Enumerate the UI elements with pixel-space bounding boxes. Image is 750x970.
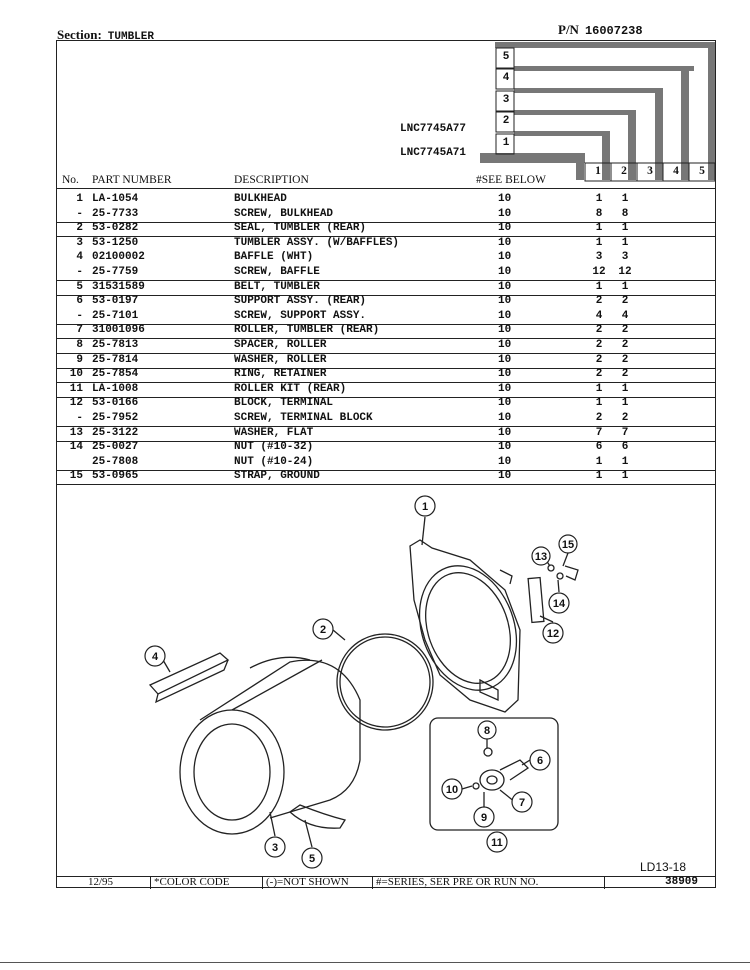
series: 10	[498, 207, 512, 220]
callout-15: 15	[561, 539, 575, 551]
qty-col-1: 6	[595, 441, 603, 454]
series: 10	[498, 222, 512, 235]
callout-4: 4	[151, 651, 159, 663]
callout-7: 7	[518, 797, 526, 809]
row-number: 12	[69, 397, 83, 410]
qty-col-2: 12	[618, 266, 632, 278]
series: 10	[498, 280, 512, 293]
description: SCREW, SUPPORT ASSY.	[234, 309, 367, 322]
qty-col-1: 2	[595, 339, 603, 351]
description: BAFFLE (WHT)	[234, 251, 314, 264]
footer-doc-number: 38909	[604, 876, 698, 889]
qty-col-2: 2	[621, 412, 629, 424]
col-header-no: No.	[62, 174, 79, 186]
description: WASHER, ROLLER	[234, 353, 327, 366]
qty-col-1: 1	[595, 382, 603, 395]
row-number: 3	[76, 236, 83, 249]
qty-col-1: 2	[595, 295, 603, 308]
series: 10	[498, 368, 512, 381]
qty-col-2: 2	[621, 368, 629, 381]
col-header-series: #SEE BELOW	[476, 174, 546, 186]
row-number: 13	[69, 426, 83, 439]
belt-drawing	[290, 805, 345, 828]
callout-14: 14	[552, 598, 566, 610]
qty-col-2: 1	[621, 470, 629, 483]
row-number: -	[76, 412, 83, 424]
callout-10: 10	[445, 784, 459, 796]
qty-col-2: 2	[621, 339, 629, 351]
row-number: 7	[76, 324, 83, 337]
series: 10	[498, 295, 512, 308]
part-number: 25-7813	[92, 339, 139, 351]
series: 10	[498, 251, 512, 264]
tumbler-drum-drawing	[180, 657, 360, 834]
series: 10	[498, 382, 512, 395]
description: ROLLER KIT (REAR)	[234, 382, 347, 395]
series-box-4: 4	[502, 72, 510, 84]
row-number: 15	[69, 470, 83, 483]
description: BULKHEAD	[234, 193, 287, 205]
qty-col-2: 4	[621, 309, 629, 322]
qty-col-2: 1	[621, 397, 629, 410]
callout-3: 3	[271, 842, 279, 854]
part-number: 31001096	[92, 324, 145, 337]
description: SCREW, BULKHEAD	[234, 207, 334, 220]
description: SPACER, ROLLER	[234, 339, 327, 351]
part-number: 25-7814	[92, 353, 139, 366]
qty-col-1: 1	[595, 222, 603, 235]
description: SCREW, TERMINAL BLOCK	[234, 412, 373, 424]
qty-col-1: 2	[595, 412, 603, 424]
row-number: -	[76, 207, 83, 220]
part-number: 25-7952	[92, 412, 139, 424]
roller-assembly-drawing	[473, 748, 528, 790]
row-number: 4	[76, 251, 83, 264]
row-number: 10	[69, 368, 83, 381]
qty-col-2: 1	[621, 193, 629, 205]
series: 10	[498, 412, 512, 424]
part-number: 25-0027	[92, 441, 139, 454]
series: 10	[498, 193, 512, 205]
part-number: 53-0197	[92, 295, 139, 308]
part-number: 25-7854	[92, 368, 139, 381]
row-number: 14	[69, 441, 83, 454]
col-header-5: 5	[699, 165, 705, 177]
qty-col-1: 4	[595, 309, 603, 322]
series: 10	[498, 309, 512, 322]
part-number: 31531589	[92, 280, 145, 293]
qty-col-2: 1	[621, 382, 629, 395]
col-header-4: 4	[673, 165, 679, 177]
part-number: 53-0965	[92, 470, 139, 483]
row-number: 8	[76, 339, 83, 351]
section-label: Section:	[57, 27, 102, 42]
description: BLOCK, TERMINAL	[234, 397, 334, 410]
series: 10	[498, 339, 512, 351]
series: 10	[498, 236, 512, 249]
qty-col-1: 12	[592, 266, 606, 278]
qty-col-2: 1	[621, 222, 629, 235]
qty-col-2: 1	[621, 280, 629, 293]
series-box-2: 2	[502, 115, 510, 127]
description: BELT, TUMBLER	[234, 280, 320, 293]
description: SEAL, TUMBLER (REAR)	[234, 222, 367, 235]
part-number: LA-1054	[92, 193, 139, 205]
qty-col-1: 1	[595, 280, 603, 293]
description: RING, RETAINER	[234, 368, 327, 381]
part-number: 53-0166	[92, 397, 139, 410]
footer-date: 12/95	[88, 876, 114, 888]
part-number: LA-1008	[92, 382, 139, 395]
bulkhead-drawing	[403, 540, 533, 712]
qty-col-1: 8	[595, 207, 603, 220]
series: 10	[498, 426, 512, 439]
description: NUT (#10-24)	[234, 455, 314, 468]
footer-not-shown: (-)=NOT SHOWN	[262, 876, 349, 889]
part-number: 25-7101	[92, 309, 139, 322]
description: ROLLER, TUMBLER (REAR)	[234, 324, 380, 337]
series: 10	[498, 441, 512, 454]
description: SUPPORT ASSY. (REAR)	[234, 295, 367, 308]
callout-1: 1	[421, 501, 429, 513]
qty-col-2: 1	[621, 455, 629, 468]
model-number: LNC7745A71	[400, 147, 467, 159]
qty-col-2: 7	[621, 426, 629, 439]
footer-bar	[56, 876, 716, 889]
series: 10	[498, 324, 512, 337]
qty-col-2: 2	[621, 353, 629, 366]
row-number: 2	[76, 222, 83, 235]
col-header-description: DESCRIPTION	[234, 174, 309, 186]
page-bottom-rule	[0, 962, 750, 963]
col-header-3: 3	[647, 165, 653, 177]
col-header-1: 1	[595, 165, 601, 177]
callout-13: 13	[534, 551, 548, 563]
callout-11: 11	[491, 837, 503, 849]
qty-col-2: 6	[621, 441, 629, 454]
series-box-3: 3	[502, 94, 510, 106]
part-number: 25-7733	[92, 207, 139, 220]
part-number: 25-3122	[92, 426, 139, 439]
series: 10	[498, 266, 512, 278]
model-number: LNC7745A77	[400, 123, 467, 135]
section-value: TUMBLER	[107, 31, 154, 43]
footer-color-code: *COLOR CODE	[150, 876, 229, 889]
row-number: 1	[76, 193, 83, 205]
row-number: -	[76, 309, 83, 322]
series-box-5: 5	[502, 51, 510, 63]
qty-col-2: 3	[621, 251, 629, 264]
footer-series-note: #=SERIES, SER PRE OR RUN NO.	[372, 876, 538, 889]
qty-col-1: 1	[595, 455, 603, 468]
series: 10	[498, 470, 512, 483]
qty-col-1: 7	[595, 426, 603, 439]
callout-2: 2	[319, 624, 327, 636]
series: 10	[498, 455, 512, 468]
qty-col-2: 8	[621, 207, 629, 220]
qty-col-1: 1	[595, 193, 603, 205]
series-box-1: 1	[502, 137, 510, 149]
description: STRAP, GROUND	[234, 470, 320, 483]
qty-col-1: 2	[595, 324, 603, 337]
pn-label: P/N	[558, 22, 579, 37]
callout-6: 6	[536, 755, 544, 767]
description: SCREW, BAFFLE	[234, 266, 320, 278]
qty-col-2: 1	[621, 236, 629, 249]
qty-col-1: 1	[595, 470, 603, 483]
callout-9: 9	[480, 812, 488, 824]
diagram-reference: LD13-18	[640, 860, 687, 874]
terminal-block-drawing	[528, 565, 578, 622]
row-number: -	[76, 266, 83, 278]
qty-col-1: 1	[595, 236, 603, 249]
row-number: 11	[69, 382, 83, 395]
part-number: 53-1250	[92, 236, 139, 249]
qty-col-1: 2	[595, 353, 603, 366]
description: NUT (#10-32)	[234, 441, 314, 454]
part-number: 25-7759	[92, 266, 139, 278]
qty-col-2: 2	[621, 295, 629, 308]
part-number: 53-0282	[92, 222, 139, 235]
qty-col-1: 2	[595, 368, 603, 381]
qty-col-2: 2	[621, 324, 629, 337]
description: WASHER, FLAT	[234, 426, 314, 439]
callout-12: 12	[546, 628, 560, 640]
col-header-2: 2	[621, 165, 627, 177]
callout-8: 8	[483, 725, 491, 737]
callout-5: 5	[308, 853, 316, 865]
row-number: 9	[76, 353, 83, 366]
qty-col-1: 3	[595, 251, 603, 264]
description: TUMBLER ASSY. (W/BAFFLES)	[234, 236, 400, 249]
series: 10	[498, 397, 512, 410]
col-header-part-number: PART NUMBER	[92, 174, 172, 186]
series: 10	[498, 353, 512, 366]
qty-col-1: 1	[595, 397, 603, 410]
row-number: 5	[76, 280, 83, 293]
row-number: 6	[76, 295, 83, 308]
part-number: 25-7808	[92, 455, 139, 468]
part-number: 02100002	[92, 251, 145, 264]
pn-value: 16007238	[584, 24, 643, 38]
